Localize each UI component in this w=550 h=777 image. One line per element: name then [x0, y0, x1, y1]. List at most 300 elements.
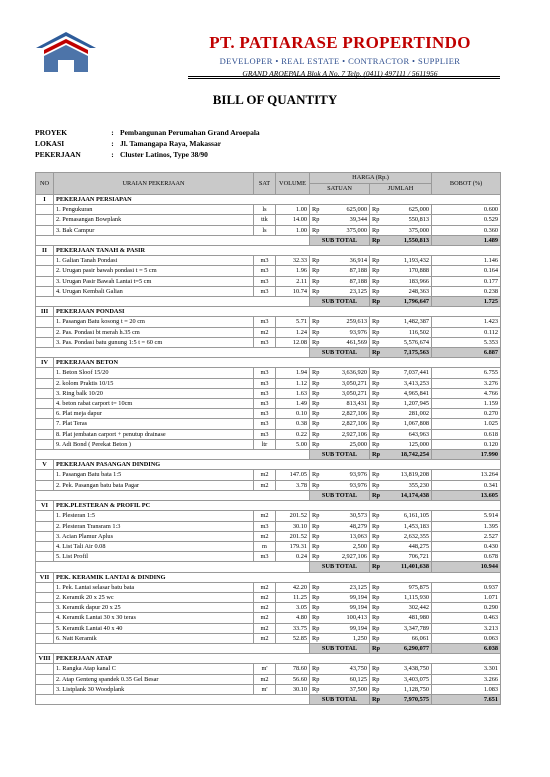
- item-weight: 0.341: [432, 480, 501, 490]
- item-total: 4,965,841: [384, 388, 432, 398]
- row-blank: [36, 266, 54, 276]
- item-unit: m3: [254, 429, 276, 439]
- item-weight: 0.112: [432, 327, 501, 337]
- currency-label: Rp: [310, 276, 322, 286]
- item-unit: m3: [254, 276, 276, 286]
- table-row: [36, 633, 501, 643]
- row-blank: [36, 317, 54, 327]
- item-description: 2. kolom Praktis 10/15: [54, 378, 254, 388]
- item-unit-price: 93,976: [322, 327, 370, 337]
- table-row: [36, 582, 501, 592]
- item-volume: 1.12: [276, 378, 310, 388]
- item-description: 4. beton rabat carport t= 10cm: [54, 399, 254, 409]
- table-row: [36, 327, 501, 337]
- item-weight: 3.276: [432, 378, 501, 388]
- row-blank: [36, 286, 54, 296]
- section-header-row: [36, 358, 501, 368]
- row-blank: [36, 633, 54, 643]
- item-unit-price: 461,569: [322, 337, 370, 347]
- currency-label: Rp: [310, 409, 322, 419]
- currency-label: Rp: [370, 470, 384, 480]
- section-header-row: [36, 307, 501, 317]
- currency-label: Rp: [370, 511, 384, 521]
- item-description: 2. Plesteran Transram 1:3: [54, 521, 254, 531]
- company-header: [170, 33, 510, 78]
- subtotal-weight: 17.990: [432, 450, 501, 460]
- item-unit-price: 3,050,271: [322, 388, 370, 398]
- table-row: [36, 378, 501, 388]
- info-row: PROYEK : Pembangunan Perumahan Grand Aroepala: [35, 128, 260, 137]
- item-unit-price: 48,279: [322, 521, 370, 531]
- item-unit: m: [254, 541, 276, 551]
- subtotal-label: SUB TOTAL: [310, 348, 370, 358]
- subtotal-weight: 6.887: [432, 348, 501, 358]
- item-unit: m2: [254, 633, 276, 643]
- subtotal-amount: 1,550,813: [384, 235, 432, 245]
- col-header-jumlah: JUMLAH: [370, 184, 432, 195]
- col-header-sat: SAT: [254, 173, 276, 195]
- table-row: [36, 419, 501, 429]
- item-description: 2. Atap Genteng spandek 0.35 Gel Besar: [54, 674, 254, 684]
- subtotal-row: [36, 450, 501, 460]
- item-total: 2,632,355: [384, 531, 432, 541]
- currency-label: Rp: [370, 429, 384, 439]
- subtotal-row: [36, 643, 501, 653]
- currency-label: Rp: [310, 286, 322, 296]
- item-unit-price: 93,976: [322, 470, 370, 480]
- currency-label: Rp: [370, 225, 384, 235]
- item-weight: 0.430: [432, 541, 501, 551]
- section-header-row: [36, 246, 501, 256]
- item-volume: 0.38: [276, 419, 310, 429]
- row-blank: [36, 613, 54, 623]
- item-total: 13,819,208: [384, 470, 432, 480]
- currency-label: Rp: [310, 684, 322, 694]
- subtotal-weight: 1.725: [432, 297, 501, 307]
- currency-label: Rp: [310, 429, 322, 439]
- item-description: 1. Beton Sloof 15/20: [54, 368, 254, 378]
- item-volume: 0.24: [276, 552, 310, 562]
- col-header-bobot: BOBOT (%): [432, 173, 501, 195]
- item-weight: 6.755: [432, 368, 501, 378]
- item-weight: 1.025: [432, 419, 501, 429]
- item-unit-price: 259,613: [322, 317, 370, 327]
- item-weight: 0.618: [432, 429, 501, 439]
- currency-label: Rp: [370, 337, 384, 347]
- item-volume: 14.00: [276, 215, 310, 225]
- item-volume: 3.05: [276, 603, 310, 613]
- item-total: 625,000: [384, 205, 432, 215]
- currency-label: Rp: [370, 286, 384, 296]
- subtotal-blank: [36, 297, 310, 307]
- row-blank: [36, 582, 54, 592]
- item-unit-price: 93,976: [322, 480, 370, 490]
- item-unit: ls: [254, 205, 276, 215]
- currency-label: Rp: [370, 368, 384, 378]
- item-unit-price: 23,125: [322, 582, 370, 592]
- item-unit-price: 30,573: [322, 511, 370, 521]
- item-weight: 1.146: [432, 256, 501, 266]
- subtotal-amount: 7,175,563: [384, 348, 432, 358]
- table-row: [36, 511, 501, 521]
- item-total: 66,061: [384, 633, 432, 643]
- item-unit-price: 43,750: [322, 664, 370, 674]
- item-unit: m2: [254, 674, 276, 684]
- currency-label: Rp: [370, 623, 384, 633]
- item-volume: 0.22: [276, 429, 310, 439]
- row-blank: [36, 215, 54, 225]
- currency-label: Rp: [310, 205, 322, 215]
- subtotal-weight: 6.038: [432, 643, 501, 653]
- row-blank: [36, 684, 54, 694]
- currency-label: Rp: [310, 582, 322, 592]
- currency-label: Rp: [310, 480, 322, 490]
- currency-label: Rp: [310, 439, 322, 449]
- row-blank: [36, 674, 54, 684]
- item-description: 6. Plat meja dapur: [54, 409, 254, 419]
- item-total: 125,000: [384, 439, 432, 449]
- item-volume: 1.24: [276, 327, 310, 337]
- item-total: 6,161,105: [384, 511, 432, 521]
- section-number: IV: [36, 358, 54, 368]
- col-header-harga: HARGA (Rp.): [310, 173, 432, 184]
- item-unit-price: 3,050,271: [322, 378, 370, 388]
- table-row: [36, 531, 501, 541]
- item-unit: ltr: [254, 439, 276, 449]
- item-total: 643,963: [384, 429, 432, 439]
- item-description: 1. Pek. Lantai selasar batu bata: [54, 582, 254, 592]
- currency-label: Rp: [310, 511, 322, 521]
- item-total: 3,403,075: [384, 674, 432, 684]
- subtotal-amount: 7,970,575: [384, 694, 432, 704]
- item-description: 4. Keramik Lantai 30 x 30 teras: [54, 613, 254, 623]
- subtotal-label: SUB TOTAL: [310, 562, 370, 572]
- section-header-row: [36, 501, 501, 511]
- item-unit: m': [254, 684, 276, 694]
- item-total: 3,438,750: [384, 664, 432, 674]
- item-weight: 0.360: [432, 225, 501, 235]
- table-row: [36, 266, 501, 276]
- row-blank: [36, 399, 54, 409]
- item-volume: 42.20: [276, 582, 310, 592]
- item-weight: 0.463: [432, 613, 501, 623]
- item-volume: 1.49: [276, 399, 310, 409]
- currency-label: Rp: [370, 235, 384, 245]
- item-description: 5. Keramik Lantai 40 x 40: [54, 623, 254, 633]
- item-description: 3. Acian Plamur Aplus: [54, 531, 254, 541]
- item-description: 1. Plesteran 1:5: [54, 511, 254, 521]
- table-row: [36, 592, 501, 602]
- item-volume: 78.60: [276, 664, 310, 674]
- subtotal-weight: 13.605: [432, 490, 501, 500]
- item-total: 448,275: [384, 541, 432, 551]
- currency-label: Rp: [370, 378, 384, 388]
- row-blank: [36, 511, 54, 521]
- currency-label: Rp: [310, 623, 322, 633]
- item-unit-price: 2,927,106: [322, 552, 370, 562]
- subtotal-blank: [36, 643, 310, 653]
- item-weight: 3.266: [432, 674, 501, 684]
- subtotal-row: [36, 694, 501, 704]
- item-volume: 30.10: [276, 684, 310, 694]
- currency-label: Rp: [370, 603, 384, 613]
- item-weight: 0.120: [432, 439, 501, 449]
- currency-label: Rp: [370, 613, 384, 623]
- item-description: 3. Listplank 30 Woodplank: [54, 684, 254, 694]
- item-description: 3. Pas. Pondasi batu gunung 1:5 t = 60 cm: [54, 337, 254, 347]
- item-unit: m3: [254, 317, 276, 327]
- currency-label: Rp: [370, 276, 384, 286]
- item-weight: 1.071: [432, 592, 501, 602]
- item-unit-price: 2,827,106: [322, 409, 370, 419]
- item-description: 3. Ring balk 10/20: [54, 388, 254, 398]
- item-total: 706,721: [384, 552, 432, 562]
- item-unit: m2: [254, 327, 276, 337]
- subtotal-row: [36, 490, 501, 500]
- item-unit-price: 813,431: [322, 399, 370, 409]
- item-total: 5,576,674: [384, 337, 432, 347]
- currency-label: Rp: [310, 399, 322, 409]
- currency-label: Rp: [310, 603, 322, 613]
- item-volume: 5.00: [276, 439, 310, 449]
- subtotal-amount: 6,290,077: [384, 643, 432, 653]
- currency-label: Rp: [370, 327, 384, 337]
- item-description: 7. Plat Teras: [54, 419, 254, 429]
- table-row: [36, 256, 501, 266]
- row-blank: [36, 480, 54, 490]
- item-volume: 1.63: [276, 388, 310, 398]
- item-unit: m2: [254, 582, 276, 592]
- item-volume: 1.96: [276, 266, 310, 276]
- item-total: 1,193,432: [384, 256, 432, 266]
- table-row: [36, 521, 501, 531]
- item-unit: m3: [254, 266, 276, 276]
- item-unit: m2: [254, 592, 276, 602]
- item-weight: 0.238: [432, 286, 501, 296]
- item-total: 3,413,253: [384, 378, 432, 388]
- item-unit-price: 23,125: [322, 286, 370, 296]
- item-description: 2. Urugan pasir bawah pondasi t = 5 cm: [54, 266, 254, 276]
- currency-label: Rp: [370, 684, 384, 694]
- row-blank: [36, 592, 54, 602]
- currency-label: Rp: [310, 633, 322, 643]
- currency-label: Rp: [310, 368, 322, 378]
- currency-label: Rp: [370, 531, 384, 541]
- currency-label: Rp: [310, 541, 322, 551]
- row-blank: [36, 205, 54, 215]
- table-row: [36, 429, 501, 439]
- row-blank: [36, 429, 54, 439]
- table-row: [36, 215, 501, 225]
- item-weight: 0.529: [432, 215, 501, 225]
- item-unit-price: 37,500: [322, 684, 370, 694]
- item-unit-price: 60,125: [322, 674, 370, 684]
- row-blank: [36, 337, 54, 347]
- subtotal-blank: [36, 694, 310, 704]
- section-number: VII: [36, 572, 54, 582]
- item-total: 1,207,945: [384, 399, 432, 409]
- row-blank: [36, 378, 54, 388]
- currency-label: Rp: [370, 439, 384, 449]
- item-description: 1. Pengukuran: [54, 205, 254, 215]
- subtotal-blank: [36, 562, 310, 572]
- item-description: 1. Rangka Atap kanal C: [54, 664, 254, 674]
- item-description: 6. Natt Keramik: [54, 633, 254, 643]
- item-unit-price: 1,250: [322, 633, 370, 643]
- item-unit: m2: [254, 511, 276, 521]
- item-description: 1. Pasangan Batu kosong t = 20 cm: [54, 317, 254, 327]
- item-unit-price: 3,636,920: [322, 368, 370, 378]
- subtotal-label: SUB TOTAL: [310, 297, 370, 307]
- subtotal-blank: [36, 490, 310, 500]
- subtotal-label: SUB TOTAL: [310, 490, 370, 500]
- table-row: [36, 480, 501, 490]
- row-blank: [36, 225, 54, 235]
- item-unit-price: 25,000: [322, 439, 370, 449]
- item-total: 248,363: [384, 286, 432, 296]
- currency-label: Rp: [310, 592, 322, 602]
- item-volume: 52.85: [276, 633, 310, 643]
- info-row: LOKASI : Jl. Tamangapa Raya, Makassar: [35, 139, 222, 148]
- project-info: [35, 127, 260, 160]
- table-row: [36, 368, 501, 378]
- info-value: Pembangunan Perumahan Grand Aroepala: [120, 128, 260, 137]
- item-unit: m2: [254, 480, 276, 490]
- item-unit-price: 375,000: [322, 225, 370, 235]
- currency-label: Rp: [310, 256, 322, 266]
- subtotal-row: [36, 235, 501, 245]
- section-name: PEK.PLESTERAN & PROFIL PC: [54, 501, 501, 511]
- item-weight: 0.177: [432, 276, 501, 286]
- item-weight: 0.270: [432, 409, 501, 419]
- item-unit: m2: [254, 470, 276, 480]
- item-weight: 5.914: [432, 511, 501, 521]
- currency-label: Rp: [370, 348, 384, 358]
- document-title: BILL OF QUANTITY: [212, 92, 338, 107]
- item-weight: 0.063: [432, 633, 501, 643]
- boq-table: [35, 172, 501, 705]
- currency-label: Rp: [310, 337, 322, 347]
- currency-label: Rp: [310, 327, 322, 337]
- item-weight: 1.395: [432, 521, 501, 531]
- item-total: 302,442: [384, 603, 432, 613]
- table-row: [36, 399, 501, 409]
- currency-label: Rp: [370, 541, 384, 551]
- table-row: [36, 613, 501, 623]
- section-name: PEKERJAAN ATAP: [54, 654, 501, 664]
- table-row: [36, 439, 501, 449]
- table-row: [36, 664, 501, 674]
- item-total: 1,482,387: [384, 317, 432, 327]
- table-row: [36, 603, 501, 613]
- item-unit-price: 87,188: [322, 276, 370, 286]
- company-name: PT. PATIARASE PROPERTINDO: [209, 33, 471, 52]
- item-volume: 32.33: [276, 256, 310, 266]
- item-description: 4. Urugan Kembali Galian: [54, 286, 254, 296]
- col-header-volume: VOLUME: [276, 173, 310, 195]
- row-blank: [36, 531, 54, 541]
- item-total: 1,128,750: [384, 684, 432, 694]
- currency-label: Rp: [370, 664, 384, 674]
- section-name: PEKERJAAN PONDASI: [54, 307, 501, 317]
- table-row: [36, 409, 501, 419]
- item-unit: m3: [254, 286, 276, 296]
- table-row: [36, 276, 501, 286]
- currency-label: Rp: [370, 450, 384, 460]
- col-header-no: NO: [36, 173, 54, 195]
- item-unit: m3: [254, 552, 276, 562]
- row-blank: [36, 521, 54, 531]
- currency-label: Rp: [310, 613, 322, 623]
- section-number: I: [36, 195, 54, 205]
- item-unit: m3: [254, 378, 276, 388]
- subtotal-row: [36, 562, 501, 572]
- item-unit: m3: [254, 409, 276, 419]
- currency-label: Rp: [370, 552, 384, 562]
- item-volume: 147.05: [276, 470, 310, 480]
- info-value: Jl. Tamangapa Raya, Makassar: [120, 139, 222, 148]
- row-blank: [36, 439, 54, 449]
- item-weight: 0.678: [432, 552, 501, 562]
- currency-label: Rp: [370, 409, 384, 419]
- item-volume: 1.94: [276, 368, 310, 378]
- item-total: 116,502: [384, 327, 432, 337]
- currency-label: Rp: [310, 215, 322, 225]
- currency-label: Rp: [310, 378, 322, 388]
- info-label: PEKERJAAN: [35, 150, 81, 159]
- item-unit-price: 99,194: [322, 603, 370, 613]
- info-row: PEKERJAAN : Cluster Latinos, Type 38/90: [35, 150, 208, 159]
- item-unit: m': [254, 664, 276, 674]
- subtotal-amount: 11,401,638: [384, 562, 432, 572]
- item-description: 3. Keramik dapur 20 x 25: [54, 603, 254, 613]
- section-name: PEKERJAAN PASANGAN DINDING: [54, 460, 501, 470]
- currency-label: Rp: [310, 388, 322, 398]
- item-unit: ls: [254, 225, 276, 235]
- subtotal-amount: 18,742,254: [384, 450, 432, 460]
- table-row: [36, 317, 501, 327]
- item-volume: 56.60: [276, 674, 310, 684]
- item-unit-price: 36,914: [322, 256, 370, 266]
- currency-label: Rp: [370, 582, 384, 592]
- item-description: 3. Urugan Pasir Bawah Lantai t=5 cm: [54, 276, 254, 286]
- currency-label: Rp: [310, 225, 322, 235]
- item-description: 2. Keramik 20 x 25 wc: [54, 592, 254, 602]
- item-unit: m2: [254, 531, 276, 541]
- subtotal-amount: 1,796,647: [384, 297, 432, 307]
- section-number: VI: [36, 501, 54, 511]
- currency-label: Rp: [310, 419, 322, 429]
- item-description: 2. Pek. Pasangan batu bata Pagar: [54, 480, 254, 490]
- subtotal-label: SUB TOTAL: [310, 450, 370, 460]
- item-total: 550,813: [384, 215, 432, 225]
- info-label: PROYEK: [35, 128, 68, 137]
- item-volume: 179.31: [276, 541, 310, 551]
- row-blank: [36, 327, 54, 337]
- item-description: 2. Pemasangan Bowplank: [54, 215, 254, 225]
- item-volume: 12.08: [276, 337, 310, 347]
- section-name: PEKERJAAN PERSIAPAN: [54, 195, 501, 205]
- currency-label: Rp: [310, 674, 322, 684]
- table-row: [36, 541, 501, 551]
- currency-label: Rp: [370, 399, 384, 409]
- item-total: 1,453,183: [384, 521, 432, 531]
- table-row: [36, 684, 501, 694]
- subtotal-weight: 7.651: [432, 694, 501, 704]
- currency-label: Rp: [370, 694, 384, 704]
- row-blank: [36, 470, 54, 480]
- item-unit: ttk: [254, 215, 276, 225]
